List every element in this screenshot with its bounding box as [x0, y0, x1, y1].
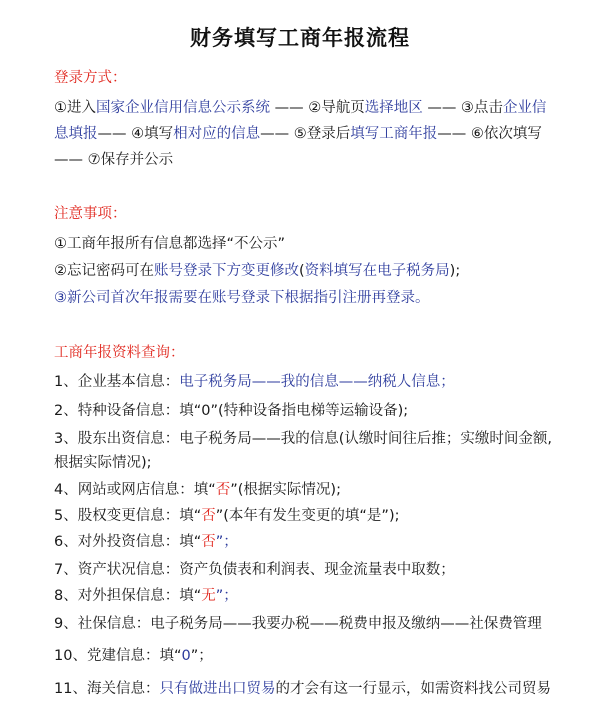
text-run: ”(根据实际情况);: [230, 482, 341, 498]
text-run: 相对应的信息: [173, 126, 261, 142]
text-run: 8、对外担保信息：填“: [54, 588, 202, 604]
text-run: —— ⑦保存并公示: [54, 152, 174, 168]
notes-heading: 注意事项：: [54, 206, 127, 222]
query-item-1: [54, 370, 455, 391]
text-run: —— ⑤登录后: [260, 126, 351, 142]
text-run: 息填报: [54, 126, 98, 142]
text-run: 4、网站或网店信息：填“: [54, 482, 216, 498]
text-run: —— ②导航页: [270, 100, 365, 116]
text-run: ”(本年有发生变更的填“是”);: [215, 508, 400, 524]
query-item-5: [54, 504, 399, 525]
note-item-2: [54, 259, 460, 280]
note-item-3: [54, 286, 430, 307]
text-run: 只有做进出口贸易: [159, 681, 276, 697]
query-item-3-cont: [54, 451, 152, 472]
text-run: 否: [201, 508, 216, 524]
text-run: 账号登录下方变更修改: [154, 263, 299, 279]
text-run: —— ④填写: [97, 126, 174, 142]
text-run: ②忘记密码可在: [54, 263, 154, 279]
text-run: 无: [201, 588, 216, 604]
text-run: ”；: [215, 534, 238, 550]
text-run: 的才会有这一行显示，如需资料找公司贸易: [275, 681, 551, 697]
query-item-10: [54, 644, 213, 665]
text-run: 9、社保信息：电子税务局——我要办税——税费申报及缴纳——社保费管理: [54, 616, 542, 632]
text-run: 11、海关信息：: [54, 681, 160, 697]
text-run: ①进入: [54, 100, 96, 116]
text-run: 否: [215, 482, 231, 498]
query-item-4: [54, 478, 341, 499]
text-run: 资料填写在电子税务局: [304, 263, 450, 279]
text-run: 选择地区: [364, 100, 423, 116]
query-item-8: [54, 584, 238, 605]
text-run: 7、资产状况信息：资产负债表和利润表、现金流量表中取数；: [54, 562, 455, 578]
text-run: —— ⑥依次填写: [437, 126, 542, 142]
text-run: ”；: [190, 648, 213, 664]
login-step-line-2: [54, 122, 542, 143]
query-item-3: [54, 427, 552, 448]
text-run: 企业信: [502, 100, 547, 116]
text-run: 根据实际情况);: [54, 455, 152, 471]
text-run: 2、特种设备信息：填“0”(特种设备指电梯等运输设备);: [54, 403, 409, 419]
query-item-6: [54, 530, 238, 551]
text-run: 5、股权变更信息：填“: [54, 508, 202, 524]
text-run: 1、企业基本信息：: [54, 374, 180, 390]
text-run: ①工商年报所有信息都选择“不公示”: [54, 236, 286, 252]
login-step-line-1: [54, 96, 546, 117]
text-run: (: [299, 263, 305, 279]
text-run: 10、党建信息：填“: [54, 648, 182, 664]
login-step-line-3: [54, 148, 173, 169]
text-run: 6、对外投资信息：填“: [54, 534, 202, 550]
login-heading: 登录方式：: [54, 70, 127, 86]
text-run: 电子税务局——我的信息——纳税人信息；: [179, 374, 455, 390]
text-run: );: [449, 263, 461, 279]
text-run: 0: [181, 648, 191, 664]
text-run: —— ③点击: [422, 100, 503, 116]
text-run: 3、股东出资信息：电子税务局——我的信息(认缴时间往后推；实缴时间金额,: [54, 431, 552, 447]
query-item-2: [54, 399, 408, 420]
text-run: 否: [201, 534, 216, 550]
page-title: 财务填写工商年报流程: [190, 26, 410, 50]
query-item-9: [54, 612, 542, 633]
query-heading: 工商年报资料查询：: [54, 345, 185, 361]
text-run: ③新公司首次年报需要在账号登录下根据指引注册再登录。: [54, 290, 430, 306]
text-run: 填写工商年报: [350, 126, 438, 142]
text-run: 国家企业信用信息公示系统: [96, 100, 270, 116]
text-run: ”；: [215, 588, 238, 604]
note-item-1: [54, 232, 285, 253]
query-item-7: [54, 558, 455, 579]
query-item-11: [54, 677, 551, 698]
